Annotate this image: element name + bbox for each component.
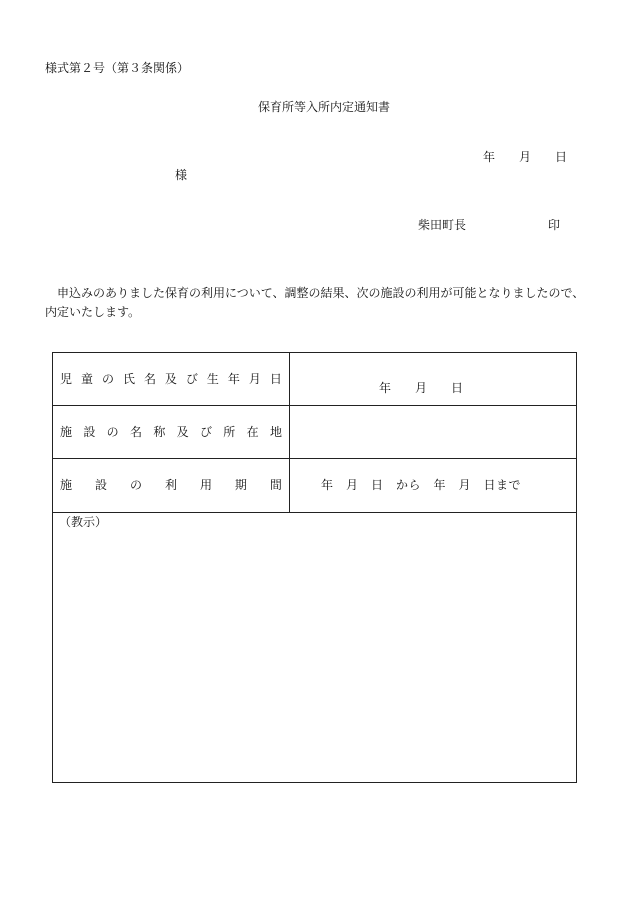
label-char: 用 [199,478,212,492]
details-table [52,352,577,783]
label-char: 及 [176,424,189,439]
label-char: び [185,371,198,386]
label-char: 所 [223,424,236,439]
usage-period-value: 年 月 日 から 年 月 日まで [321,478,522,492]
notice-body [45,284,584,322]
table-row-facility [53,406,576,459]
usage-period-label [60,476,282,495]
label-char: 児 [60,371,73,386]
label-char: 設 [94,478,107,492]
form-number: 様式第２号（第３条関係） [45,61,190,75]
label-char: 名 [129,424,142,439]
seal-mark: 印 [548,218,561,232]
label-char: 利 [164,478,177,492]
document-title: 保育所等入所内定通知書 [258,100,391,114]
instruction-label: （教示） [59,515,108,529]
label-char: の [106,424,119,439]
label-char: 氏 [122,371,135,386]
label-char: び [199,424,212,439]
label-char: 年 [227,371,240,386]
child-name-birthdate-label-cell [53,353,290,405]
child-name-birthdate-label [60,370,282,389]
table-row-instruction [53,513,576,782]
body-line-1: 申込みのありました保育の利用について、調整の結果、次の施設の利用が可能となりましたので、 [45,286,585,300]
table-row-child [53,353,576,406]
label-char: 名 [143,371,156,386]
label-char: 在 [246,424,259,439]
facility-name-address-value-cell [290,406,576,458]
label-char: 間 [269,478,282,492]
label-char: 地 [269,424,282,439]
usage-period-label-cell [53,459,290,512]
birthdate-text: 年 月 日 [379,381,464,395]
label-char: 及 [164,371,177,386]
label-char: の [101,371,114,386]
label-char: 施 [60,478,73,492]
facility-name-address-label-cell [53,406,290,458]
addressee-honorific: 様 [175,168,188,182]
label-char: の [129,478,142,492]
label-char: 期 [234,478,247,492]
label-char: 童 [80,371,93,386]
label-char: 生 [206,371,219,386]
label-char: 設 [83,424,96,439]
label-char: 称 [153,424,166,439]
label-char: 施 [60,424,73,439]
child-name-birthdate-value-cell [290,353,576,405]
issuer-name: 柴田町長 [418,218,467,232]
facility-name-address-label [60,423,282,442]
label-char: 月 [248,371,261,386]
issue-date: 年 月 日 [483,150,568,164]
table-row-period [53,459,576,513]
label-char: 日 [269,371,282,386]
body-line-2: 内定いたします。 [45,305,141,319]
